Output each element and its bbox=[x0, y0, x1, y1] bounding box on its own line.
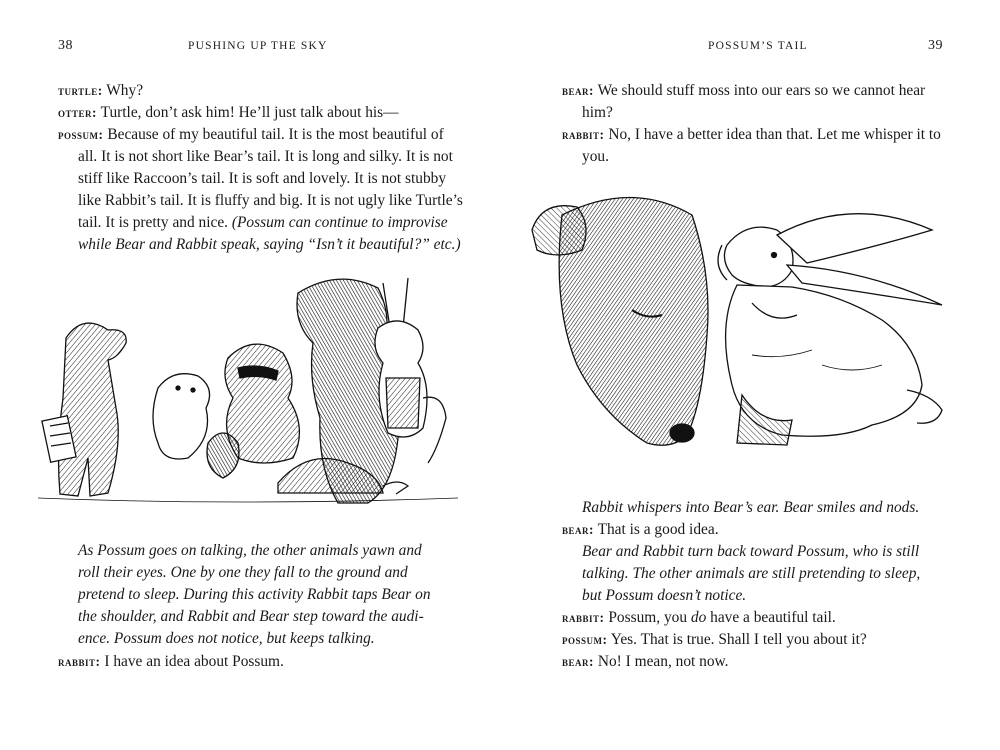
speaker-turtle: turtle: bbox=[58, 83, 103, 98]
page-number-left: 38 bbox=[58, 38, 73, 53]
possum-improvise-direction: (Possum can continue to improvise bbox=[231, 214, 448, 231]
bear-text-1: We should stuff moss into our ears so we cannot hear bbox=[594, 82, 926, 99]
rabbit-line-2 bbox=[562, 607, 836, 629]
rabbit-line-1 bbox=[562, 124, 941, 146]
speaker-possum-right: possum: bbox=[562, 632, 608, 647]
possum-text-4: like Rabbit’s tail. It is fluffy and big. It is not ugly like Turtle’s bbox=[78, 192, 463, 209]
possum-text-5 bbox=[78, 212, 448, 234]
rabbit-line-left bbox=[58, 651, 284, 673]
possum-text-right: Yes. That is true. Shall I tell you about it? bbox=[607, 631, 867, 648]
speaker-bear-3: bear: bbox=[562, 654, 595, 669]
page-number-right: 39 bbox=[928, 38, 943, 53]
running-head-right: POSSUM’S TAIL bbox=[708, 40, 808, 52]
whisper-direction: Rabbit whispers into Bear’s ear. Bear smiles and nods. bbox=[582, 499, 920, 516]
rabbit-text-left: I have an idea about Possum. bbox=[100, 653, 284, 670]
running-head-left: PUSHING UP THE SKY bbox=[188, 40, 328, 52]
bear-line-1 bbox=[562, 80, 925, 102]
possum-text-6: while Bear and Rabbit speak, saying “Isn’t it beautiful?” etc.) bbox=[78, 236, 461, 253]
rabbit-text-1-cont: you. bbox=[582, 148, 609, 165]
bear-rabbit-drawing bbox=[522, 185, 967, 470]
rabbit-text-2-emphasis: do bbox=[690, 609, 707, 626]
turn-direction-3: but Possum doesn’t notice. bbox=[582, 587, 747, 604]
stage-direction-5: ence. Possum does not notice, but keeps talking. bbox=[78, 630, 375, 647]
speaker-rabbit-left: rabbit: bbox=[58, 654, 101, 669]
stage-direction-1: As Possum goes on talking, the other animals yawn and bbox=[78, 542, 422, 559]
rabbit-text-2b: have a beautiful tail. bbox=[706, 609, 836, 626]
speaker-otter: otter: bbox=[58, 105, 98, 120]
turn-direction-1: Bear and Rabbit turn back toward Possum, who is still bbox=[582, 543, 920, 560]
possum-text-3: stiff like Raccoon’s tail. It is soft and lovely. It is not stubby bbox=[78, 170, 447, 187]
rabbit-text-1: No, I have a better idea than that. Let me whisper it to bbox=[604, 126, 941, 143]
bear-text-1-cont: him? bbox=[582, 104, 613, 121]
stage-direction-4: the shoulder, and Rabbit and Bear step toward the audi- bbox=[78, 608, 424, 625]
speaker-bear-2: bear: bbox=[562, 522, 595, 537]
turn-direction-2: talking. The other animals are still pretending to sleep, bbox=[582, 565, 921, 582]
speaker-rabbit-2: rabbit: bbox=[562, 610, 605, 625]
stage-direction-3: pretend to sleep. During this activity Rabbit taps Bear on bbox=[78, 586, 431, 603]
speaker-possum: possum: bbox=[58, 127, 104, 142]
stage-direction-2: roll their eyes. One by one they fall to the ground and bbox=[78, 564, 408, 581]
bear-line-2 bbox=[562, 519, 719, 541]
bear-text-3: No! I mean, not now. bbox=[594, 653, 729, 670]
possum-text-1: Because of my beautiful tail. It is the most beautiful of bbox=[103, 126, 444, 143]
animals-group-illustration bbox=[38, 268, 458, 513]
speaker-bear-1: bear: bbox=[562, 83, 595, 98]
possum-line-right bbox=[562, 629, 867, 651]
turtle-line bbox=[58, 80, 143, 102]
rabbit-text-2a: Possum, you bbox=[604, 609, 691, 626]
bear-text-2: That is a good idea. bbox=[594, 521, 719, 538]
possum-line bbox=[58, 124, 444, 146]
otter-line bbox=[58, 102, 399, 124]
bear-line-3 bbox=[562, 651, 729, 673]
animals-group-drawing bbox=[38, 268, 458, 513]
turtle-text: Why? bbox=[102, 82, 144, 99]
possum-text-2: all. It is not short like Bear’s tail. It is long and silky. It is not bbox=[78, 148, 453, 165]
speaker-rabbit-1: rabbit: bbox=[562, 127, 605, 142]
otter-text: Turtle, don’t ask him! He’ll just talk about his— bbox=[97, 104, 399, 121]
possum-text-5a: tail. It is pretty and nice. bbox=[78, 214, 232, 231]
right-page bbox=[500, 0, 1000, 750]
bear-rabbit-illustration bbox=[522, 185, 967, 470]
